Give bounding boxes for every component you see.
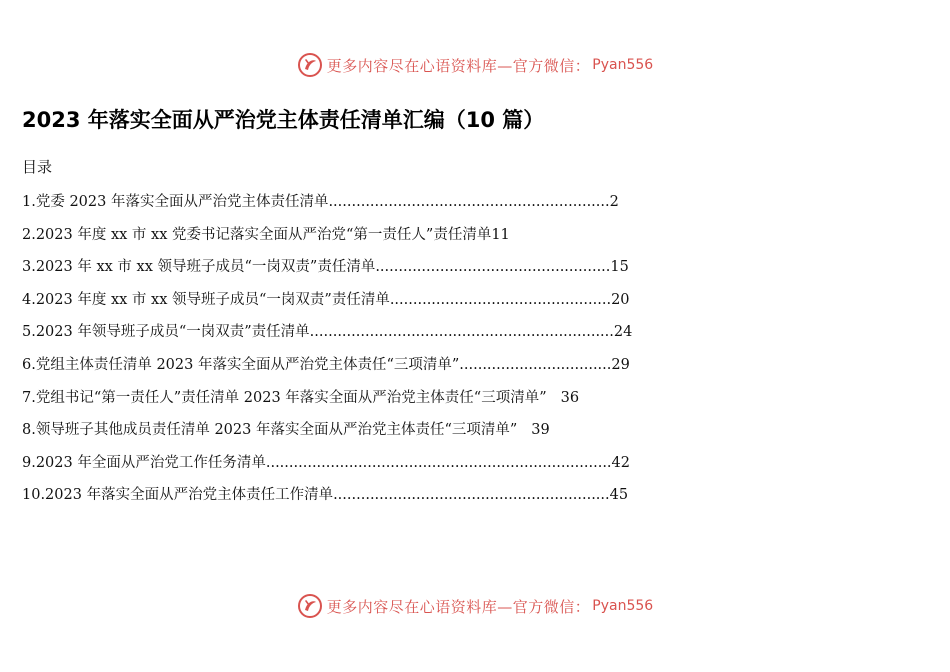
toc-page-number: 36 (560, 389, 580, 406)
toc-item[interactable] (22, 316, 632, 349)
toc-leader-dots: ............................................................ (333, 487, 610, 504)
toc-page-number: 15 (610, 259, 629, 276)
logo-icon (297, 593, 323, 619)
toc-item[interactable] (22, 219, 632, 252)
toc-item[interactable] (22, 349, 632, 382)
toc-heading: 目录 (22, 158, 53, 176)
table-of-contents (22, 186, 632, 512)
toc-item-title: 5.2023 年领导班子成员“一岗双责”责任清单 (22, 324, 310, 341)
toc-leader-dots: ............................................................. (328, 194, 610, 210)
toc-page-number: 24 (613, 324, 633, 341)
toc-page-number: 29 (611, 356, 630, 373)
toc-item[interactable] (22, 186, 632, 219)
toc-page-number: 42 (611, 454, 630, 471)
toc-item-title: 6.党组主体责任清单 2023 年落实全面从严治党主体责任“三项清单” (22, 356, 460, 373)
toc-item[interactable] (22, 284, 632, 317)
toc-item-title: 4.2023 年度 xx 市 xx 领导班子成员“一岗双责”责任清单 (22, 291, 390, 308)
toc-page-number: 2 (609, 194, 619, 210)
toc-item-title: 1.党委 2023 年落实全面从严治党主体责任清单 (22, 194, 329, 210)
footer-watermark (0, 593, 950, 619)
watermark-text: 更多内容尽在心语资料库—官方微信： (326, 56, 591, 75)
toc-page-number: 45 (609, 487, 629, 504)
toc-leader-dots: ........................................................................... (265, 454, 612, 471)
toc-leader-dots: .................................................................. (309, 324, 614, 341)
toc-leader-dots: ................................. (459, 356, 612, 373)
toc-item-title: 2.2023 年度 xx 市 xx 党委书记落实全面从严治党“第一责任人”责任清单 (22, 226, 492, 243)
header-watermark (0, 52, 950, 78)
toc-page-number: 39 (531, 422, 550, 439)
toc-item[interactable] (22, 414, 632, 447)
logo-icon (297, 52, 323, 78)
toc-leader-dots: ................................................... (375, 259, 611, 276)
watermark-text: 更多内容尽在心语资料库—官方微信： (326, 597, 591, 616)
toc-item-title: 9.2023 年全面从严治党工作任务清单 (22, 454, 266, 471)
toc-page-number: 20 (611, 291, 630, 308)
toc-item-title: 8.领导班子其他成员责任清单 2023 年落实全面从严治党主体责任“三项清单” (22, 422, 518, 439)
toc-item[interactable] (22, 479, 632, 512)
toc-leader-dots: ................................................ (389, 291, 612, 308)
toc-item[interactable] (22, 447, 632, 480)
toc-item-title: 10.2023 年落实全面从严治党主体责任工作清单 (22, 487, 334, 504)
watermark-brand: Pyan556 (592, 57, 654, 73)
watermark-brand: Pyan556 (592, 598, 654, 614)
toc-item-title: 7.党组书记“第一责任人”责任清单 2023 年落实全面从严治党主体责任“三项清单” (22, 389, 547, 406)
document-title: 2023 年落实全面从严治党主体责任清单汇编（10 篇） (22, 108, 545, 132)
toc-item[interactable] (22, 251, 632, 284)
toc-item-title: 3.2023 年 xx 市 xx 领导班子成员“一岗双责”责任清单 (22, 259, 376, 276)
toc-page-number: 11 (491, 226, 510, 243)
toc-item[interactable] (22, 382, 632, 415)
